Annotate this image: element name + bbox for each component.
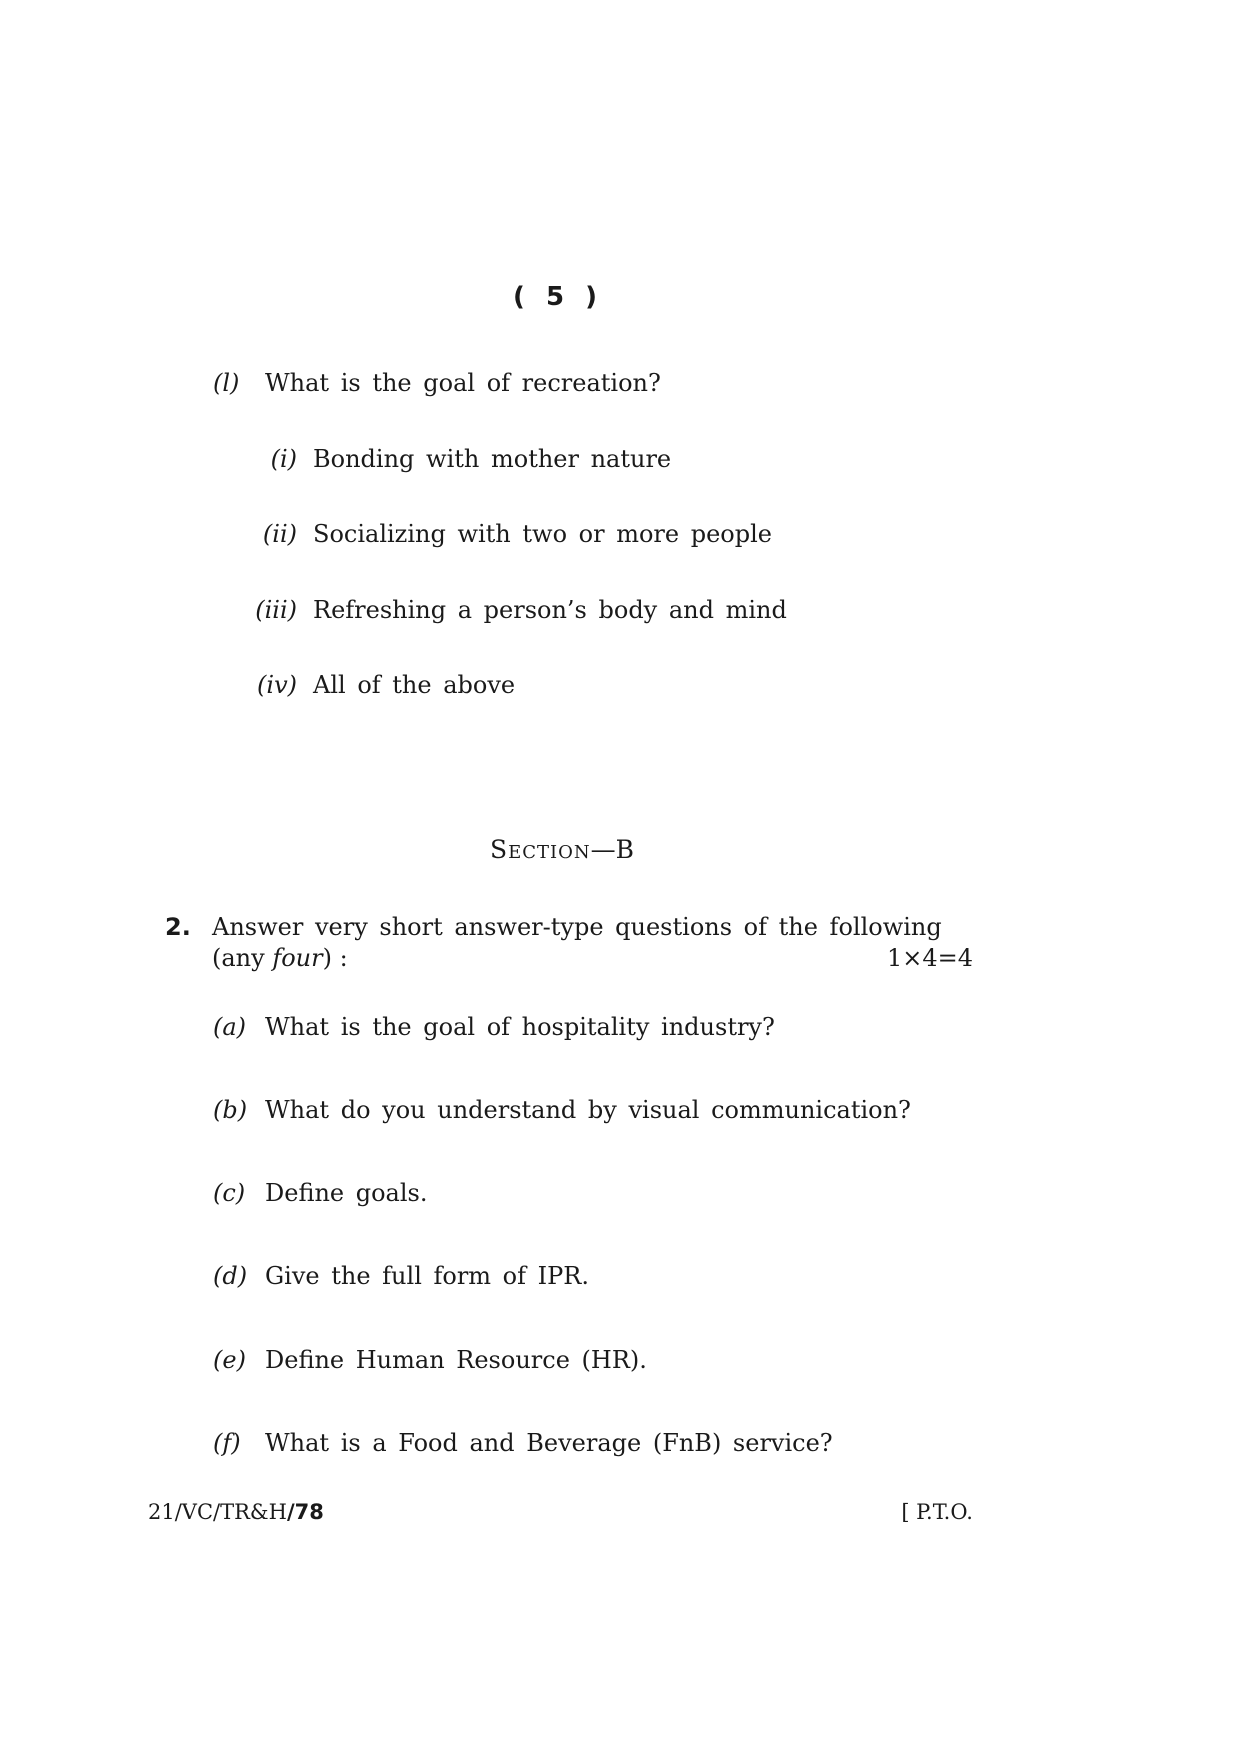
section-heading xyxy=(0,835,1124,864)
option-text: Bonding with mother nature xyxy=(313,445,672,473)
item-label: (c) xyxy=(213,1179,246,1207)
item-label: (e) xyxy=(213,1346,246,1374)
question-2-instruction-line2 xyxy=(212,944,348,972)
paper-code xyxy=(148,1500,324,1524)
option-text: All of the above xyxy=(313,671,516,699)
pto-marker: [ P.T.O. xyxy=(901,1500,973,1524)
option-label: (iv) xyxy=(257,671,297,699)
paper-code-suffix: /78 xyxy=(286,1500,324,1524)
item-label: (d) xyxy=(213,1262,248,1290)
paper-code-prefix: 21/VC/TR&H xyxy=(148,1500,287,1524)
any-suffix: ) : xyxy=(322,944,348,972)
question-2-instruction: Answer very short answer-type questions of the following xyxy=(212,913,942,941)
item-text: Define Human Resource (HR). xyxy=(265,1346,647,1374)
any-prefix: (any xyxy=(212,944,273,972)
section-name: Section xyxy=(489,835,591,864)
question-2-number: 2. xyxy=(165,913,191,941)
question-l-text: What is the goal of recreation? xyxy=(265,369,661,397)
question-2-marks: 1×4=4 xyxy=(886,944,973,972)
item-label: (a) xyxy=(213,1013,247,1041)
option-text: Refreshing a person’s body and mind xyxy=(313,596,787,624)
section-letter: B xyxy=(615,835,635,864)
item-text: What is the goal of hospitality industry? xyxy=(265,1013,775,1041)
question-l-label: (l) xyxy=(213,369,240,397)
item-text: What is a Food and Beverage (FnB) service? xyxy=(265,1429,833,1457)
item-label: (b) xyxy=(213,1096,248,1124)
item-text: What do you understand by visual communication? xyxy=(265,1096,911,1124)
page-number: ( 5 ) xyxy=(513,282,603,312)
option-label: (iii) xyxy=(255,596,297,624)
item-text: Give the full form of IPR. xyxy=(265,1262,589,1290)
option-label: (ii) xyxy=(262,520,297,548)
any-count: four xyxy=(272,944,323,972)
item-text: Define goals. xyxy=(265,1179,428,1207)
item-label: (f) xyxy=(213,1429,241,1457)
option-label: (i) xyxy=(270,445,297,473)
option-text: Socializing with two or more people xyxy=(313,520,772,548)
section-dash: — xyxy=(590,835,616,864)
